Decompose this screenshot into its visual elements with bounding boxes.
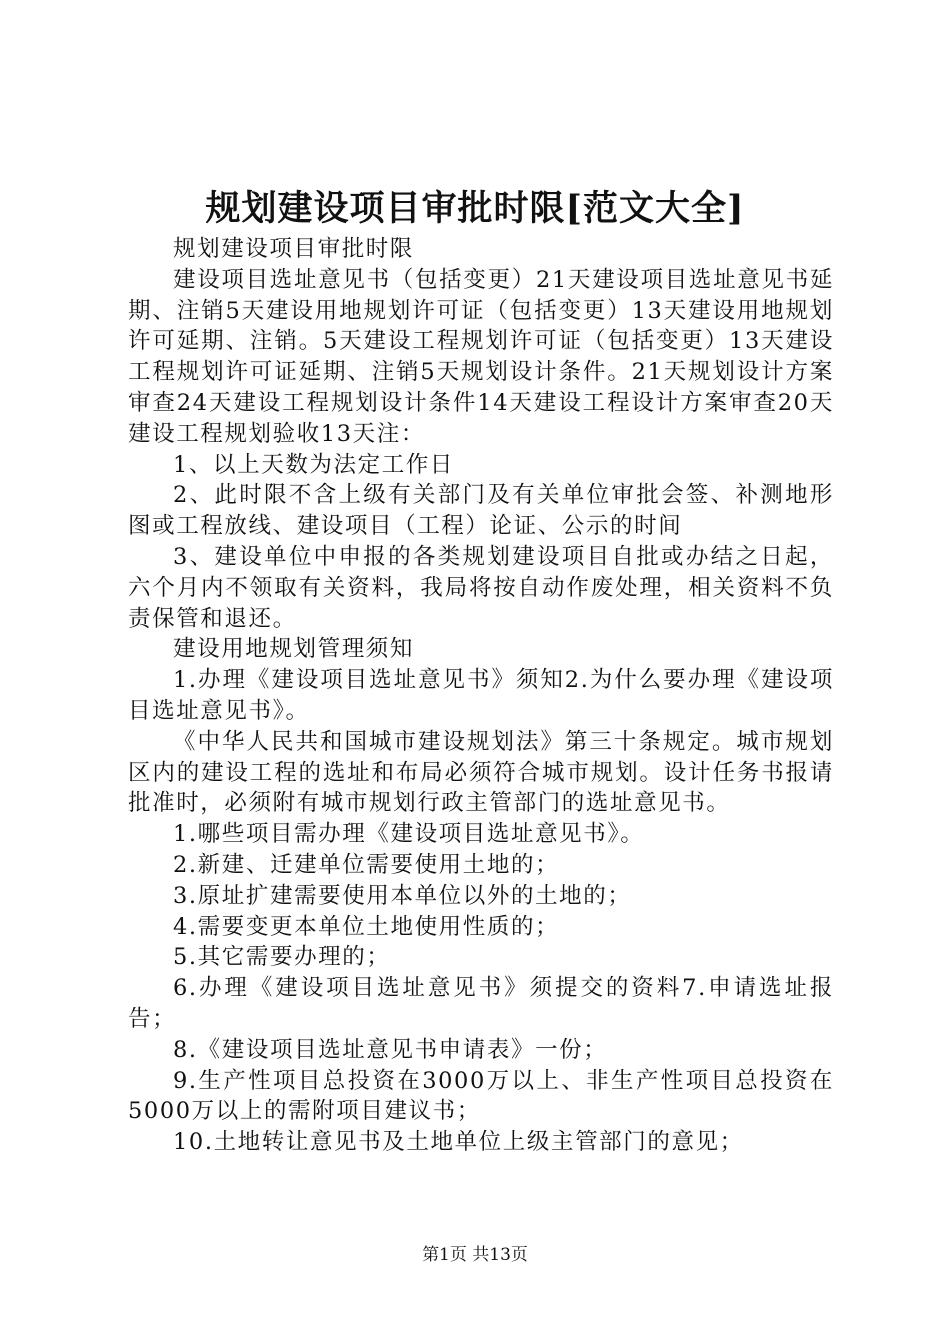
list-item: 3.原址扩建需要使用本单位以外的土地的； [173, 882, 632, 909]
list-item: 5.其它需要办理的； [173, 944, 391, 971]
paragraph: 1、以上天数为法定工作日 [173, 451, 455, 478]
list-item: 6.办理《建设项目选址意见书》须提交的资料7.申请选址报告； [128, 975, 834, 1032]
paragraph: 2、此时限不含上级有关部门及有关单位审批会签、补测地形图或工程放线、建设项目（工程）论证、公示的时间 [128, 482, 834, 540]
section-heading: 建设用地规划管理须知 [173, 636, 415, 663]
paragraph: 《中华人民共和国城市建设规划法》第三十条规定。城市规划区内的建设工程的选址和布局必须符合城市规划。设计任务书报请批准时，必须附有城市规划行政主管部门的选址意见书。 [128, 728, 834, 817]
document-title: 规划建设项目审批时限[范文大全] [205, 188, 745, 229]
paragraph: 3、建设单位中申报的各类规划建设项目自批或办结之日起，六个月内不领取有关资料，我局将按自动作废处理，相关资料不负责保管和退还。 [128, 543, 834, 632]
list-item: 10.土地转让意见书及土地单位上级主管部门的意见； [173, 1129, 744, 1156]
page-number-footer: 第1页 共13页 [422, 1245, 528, 1265]
list-item: 1.哪些项目需办理《建设项目选址意见书》。 [173, 821, 645, 848]
list-item: 4.需要变更本单位土地使用性质的； [173, 913, 560, 940]
list-item: 2.新建、迁建单位需要使用土地的； [173, 851, 560, 878]
paragraph: 1.办理《建设项目选址意见书》须知2.为什么要办理《建设项目选址意见书》。 [128, 667, 834, 724]
section-heading: 规划建设项目审批时限 [173, 236, 415, 262]
document-body [128, 234, 834, 1158]
list-item: 9.生产性项目总投资在3000万以上、非生产性项目总投资在5000万以上的需附项目建议书； [128, 1067, 834, 1125]
paragraph: 建设项目选址意见书（包括变更）21天建设项目选址意见书延期、注销5天建设用地规划许可证（包括变更）13天建设用地规划许可延期、注销。5天建设工程规划许可证（包括变更）13天建设工程规划许可证延期、注销5天规划设计条件。21天规划设计方案审查24天建设工程规划设计条件14天建设工程设计方案审查20天建设工程规划验收13天注： [128, 266, 834, 447]
list-item: 8.《建设项目选址意见书申请表》一份； [173, 1036, 608, 1063]
